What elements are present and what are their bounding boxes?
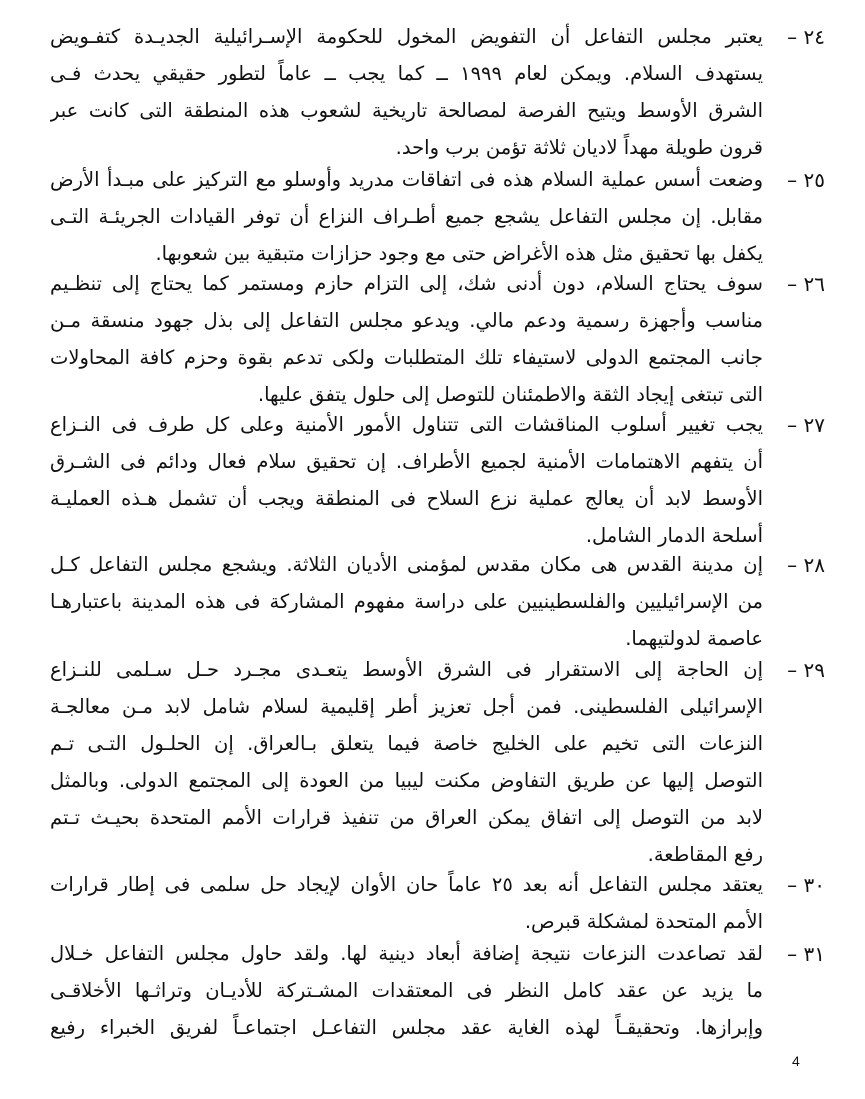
paragraph-line: مقابل. إن مجلس التفاعل يشجع جميع أطـراف النزاع أن توفر القيادات الجريئـة التـى — [50, 205, 763, 228]
paragraph-line: لابد من التوصل إلى اتفاق يمكن العراق من تنفيذ قرارات الأمم المتحدة بحيـث تـتم — [50, 806, 763, 829]
paragraph-line: ما يزيد عن عقد كامل النظر فى المعتقدات المشـتركة للأديـان وتراثـها الأخلاقـى — [50, 979, 763, 1002]
paragraph-line: الأوسط لابد أن يعالج عملية نزع السلاح فى المنطقة ويجب أن تشمل هـذه العمليـة — [50, 487, 763, 510]
paragraph-line: أن يتفهم الاهتمامات الأمنية لجميع الأطراف. إن تحقيق سلام فعال ودائم فى الشـرق — [50, 450, 763, 473]
paragraph-number: ٢٨ – — [787, 553, 825, 577]
paragraph-line: رفع المقاطعة. — [647, 843, 763, 866]
paragraph-line: وضعت أسس عملية السلام هذه فى اتفاقات مدريد وأوسلو مع التركيز على مبـدأ الأرض — [50, 168, 763, 191]
paragraph-line: إن الحاجة إلى الاستقرار فى الشرق الأوسط يتعـدى مجـرد حـل سـلمى للنـزاع — [50, 658, 763, 681]
paragraph-line: قرون طويلة مهداً لاديان ثلاثة تؤمن برب واحد. — [395, 136, 763, 159]
paragraph-number: ٢٤ – — [787, 25, 825, 49]
paragraph-line: النزعات التى تخيم على الخليج خاصة فيما يتعلق بـالعراق. إن الحلـول التـى تـم — [50, 732, 763, 755]
paragraph-line: عاصمة لدولتيهما. — [625, 627, 763, 650]
paragraph-line: الشرق الأوسط ويتيح الفرصة لمصالحة تاريخية لشعوب هذه المنطقة التى كانت عبر — [50, 99, 763, 122]
paragraph-line: التى تبتغى إيجاد الثقة والاطمئنان للتوصل إلى حلول يتفق عليها. — [257, 383, 763, 406]
paragraph-line: من الإسرائيليين والفلسطينيين على دراسة مفهوم المشاركة فى هذه المدينة باعتبارهـا — [50, 590, 763, 613]
paragraph-line: يجب تغيير أسلوب المناقشات التى تتناول الأمور الأمنية وعلى كل طرف فى النـزاع — [50, 413, 763, 436]
paragraph-number: ٢٥ – — [787, 168, 825, 192]
paragraph-line: يعتقد مجلس التفاعل أنه بعد ٢٥ عاماً حان الأوان لإيجاد حل سلمى فى إطار قرارات — [50, 873, 763, 896]
paragraph-line: مناسب وأجهزة رسمية ودعم مالي. ويدعو مجلس التفاعل إلى بذل جهود منسقة مـن — [50, 309, 763, 332]
page-number: 4 — [792, 1053, 800, 1069]
paragraph-line: يكفل بها تحقيق مثل هذه الأغراض حتى مع وجود حزازات متبقية بين شعوبها. — [155, 242, 763, 265]
paragraph-number: ٢٧ – — [787, 413, 825, 437]
paragraph-line: التوصل إليها عن طريق التفاوض مكنت ليبيا من العودة إلى المجتمع الدولى. وبالمثل — [50, 769, 763, 792]
paragraph-line: سوف يحتاج السلام، دون أدنى شك، إلى التزام حازم ومستمر كما يحتاج إلى تنظـيم — [50, 272, 763, 295]
paragraph-line: وإبرازها. وتحقيقـاً لهذه الغاية عقد مجلس التفاعـل اجتماعـاً لفريق الخبراء رفيع — [50, 1016, 763, 1039]
paragraph-line: لقد تصاعدت النزعات نتيجة إضافة أبعاد دينية لها. ولقد حاول مجلس التفاعل خـلال — [50, 942, 763, 965]
paragraph-line: إن مدينة القدس هى مكان مقدس لمؤمنى الأديان الثلاثة. ويشجع مجلس التفاعل كـل — [50, 553, 763, 576]
paragraph-line: يستهدف السلام. ويمكن لعام ١٩٩٩ ــ كما يجب ــ عاماً لتطور حقيقي يحدث فـى — [50, 62, 763, 85]
paragraph-number: ٢٩ – — [787, 658, 825, 682]
paragraph-line: أسلحة الدمار الشامل. — [585, 524, 763, 547]
paragraph-line: يعتبر مجلس التفاعل أن التفويض المخول للحكومة الإسـرائيلية الجديـدة كتفـويض — [50, 25, 763, 48]
paragraph-line: الأمم المتحدة لمشكلة قبرص. — [524, 910, 763, 933]
paragraph-number: ٣٠ – — [787, 873, 825, 897]
paragraph-number: ٢٦ – — [787, 272, 825, 296]
paragraph-line: جانب المجتمع الدولى لاستيفاء تلك المتطلبات ولكى تدعم بقوة وحزم كافة المحاولات — [50, 346, 763, 369]
paragraph-line: الإسرائيلى الفلسطينى. فمن أجل تعزيز أطر إقليمية لسلام شامل لابد مـن معالجـة — [50, 695, 763, 718]
paragraph-number: ٣١ – — [787, 942, 825, 966]
